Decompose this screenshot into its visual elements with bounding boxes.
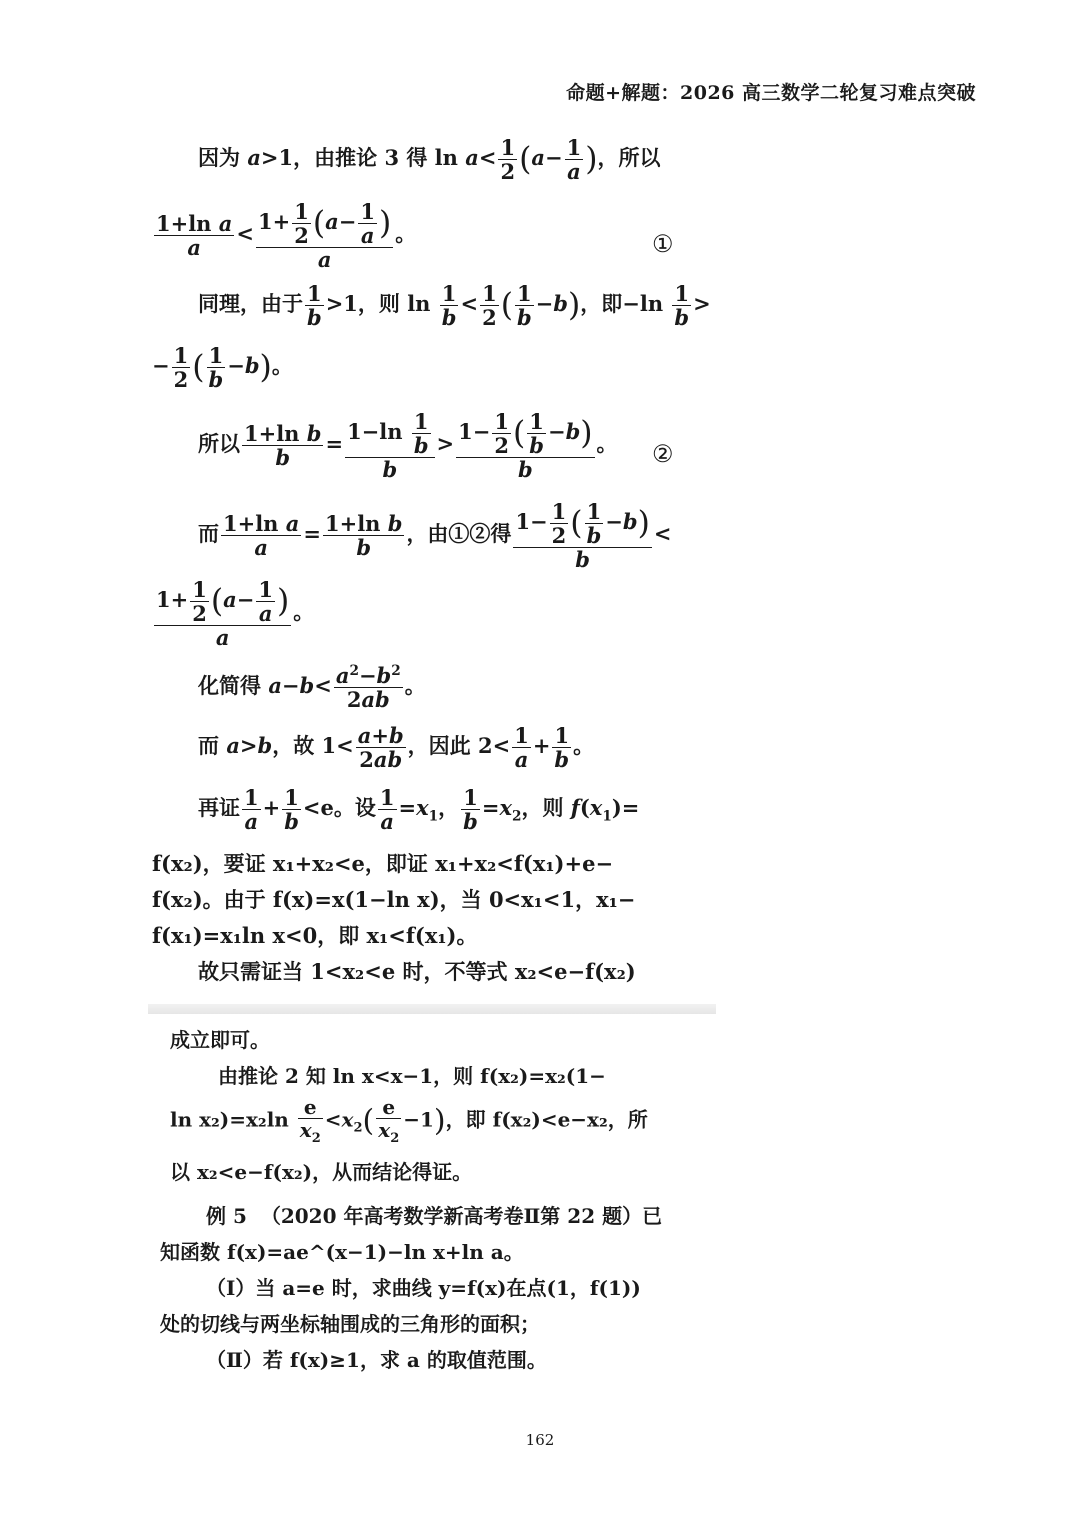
text-line-7: 1+ $\frac{1}{2}$ (a− $\frac{1}{a}$ ) a 。 — [156, 577, 315, 651]
text-line-15: 成立即可。 — [170, 1028, 270, 1052]
text-line-10: 再证 $\frac{1}{a}$ + $\frac{1}{b}$ <e。设 $\frac{1}{a}$ $=x_1$， $\frac{1}{b}$ $=x_2$，则 $f(x_1)=$ — [198, 785, 640, 835]
text-line-1: 因为 a>1，由推论 3 得 ln a< $\frac{1}{2}$ (a− $\frac{1}{a}$ )，所以 — [198, 135, 661, 185]
question-1-line-b: 处的切线与两坐标轴围成的三角形的面积； — [160, 1312, 540, 1336]
text-line-16: 由推论 2 知 ln x<x−1，则 f(x₂)=x₂(1− — [218, 1064, 606, 1088]
text-line-14: 故只需证当 1<x₂<e 时，不等式 x₂<e−f(x₂) — [198, 959, 636, 984]
inequality-2: 所以 $\frac{\text{1+ln b}}{b}$ = 1−ln $\frac{1}{b}$ b > 1− $\frac{1}{2}$ ( $\frac{1}{b}$ −b) b 。 — [198, 409, 618, 483]
page-number: 162 — [525, 1431, 555, 1449]
text-line-11: f(x₂)，要证 x₁+x₂<e，即证 x₁+x₂<f(x₁)+e− — [152, 851, 614, 876]
text-line-13: f(x₁)=x₁ln x<0，即 x₁<f(x₁)。 — [152, 923, 478, 948]
text-line-9: 而 a>b，故 1< $\frac{a+b}{2ab}$ ，因此 2< $\frac{1}{a}$ + $\frac{1}{b}$ 。 — [198, 723, 595, 773]
example-label: 例 5 — [206, 1204, 247, 1228]
example-heading — [206, 1200, 662, 1229]
text-line-8: 化简得 a−b< $\frac{a^2-b^2}{2ab}$ 。 — [198, 663, 426, 713]
inequality-1: $\frac{\text{1+ln a}}{a}$ < 1+ $\frac{1}{2}$ (a− $\frac{1}{a}$ ) a 。 — [156, 199, 417, 273]
question-2: （Ⅱ）若 f(x)≥1，求 a 的取值范围。 — [206, 1348, 547, 1372]
text-line-12: f(x₂)。由于 f(x)=x(1−ln x)，当 0<x₁<1，x₁− — [152, 887, 636, 912]
text-line-3: 同理，由于 $\frac{1}{b}$ >1，则 ln $\frac{1}{b}$ < $\frac{1}{2}$ ( $\frac{1}{b}$ −b)，即−ln $\frac{1}{b}$ > — [198, 281, 711, 331]
text-line-17: ln x₂)=x₂ln $\frac{e}{x_2}$ $<x_2$( $\frac{e}{x_2}$ −1)，即 f(x₂)<e−x₂，所 — [170, 1095, 648, 1146]
text-line-6: 而 $\frac{\text{1+ln a}}{a}$ = $\frac{\text{1+ln b}}{b}$ ，由①②得 1− $\frac{1}{2}$ ( $\frac{1}{b}$ −b) b < — [198, 499, 672, 573]
scan-divider — [148, 1004, 716, 1014]
text-line-18: 以 x₂<e−f(x₂)，从而结论得证。 — [170, 1160, 473, 1184]
page-header: 命题+解题：2026 高三数学二轮复习难点突破 — [566, 82, 976, 104]
question-1-line-a: （Ⅰ）当 a=e 时，求曲线 y=f(x)在点(1，f(1)) — [206, 1276, 641, 1300]
text-line-4: − $\frac{1}{2}$ ( $\frac{1}{b}$ −b)。 — [152, 343, 293, 393]
marker-1: ① — [652, 230, 674, 258]
example-source: （2020 年高考数学新高考卷Ⅱ第 22 题）已 — [260, 1204, 663, 1228]
example-function: 知函数 f(x)=ae^(x−1)−ln x+ln a。 — [160, 1240, 524, 1264]
marker-2: ② — [652, 440, 674, 468]
